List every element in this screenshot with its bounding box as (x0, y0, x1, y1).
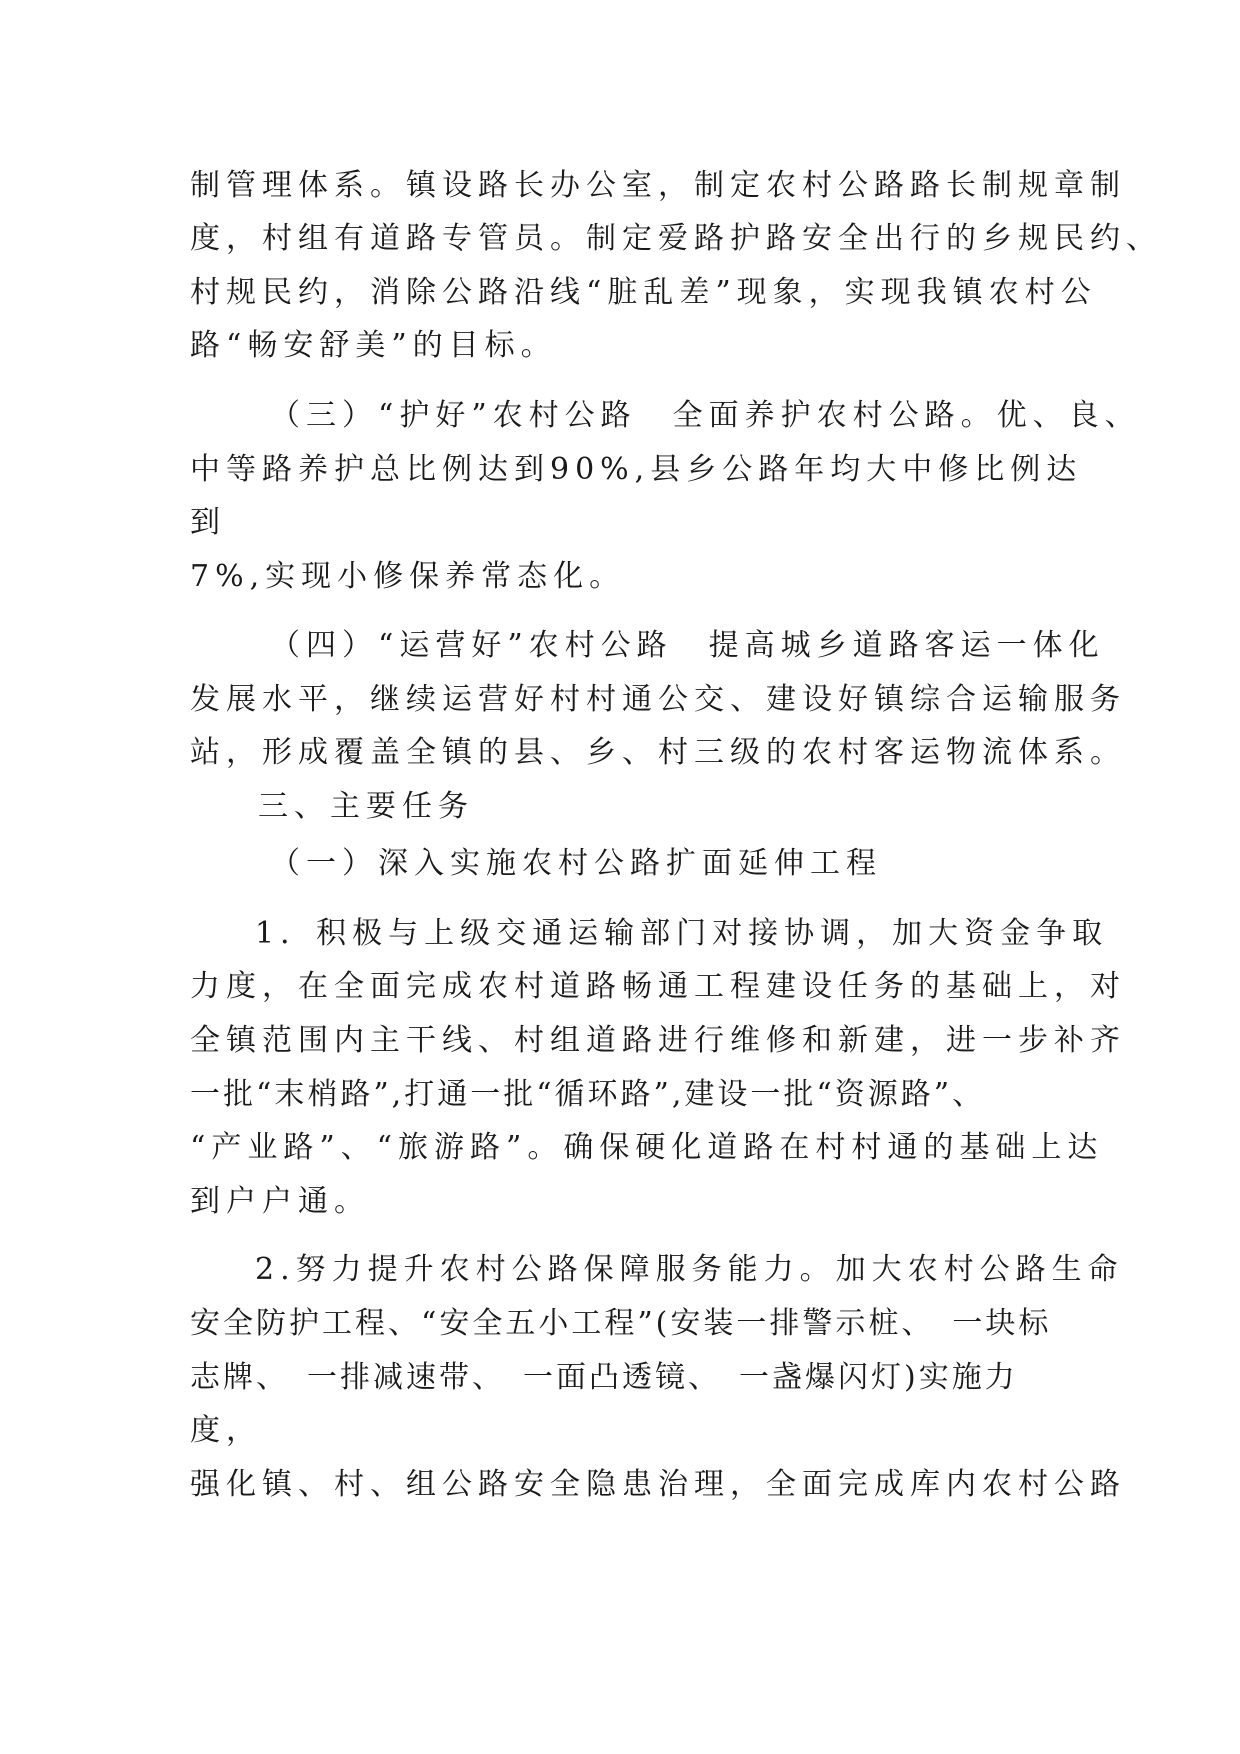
section-heading-4: （四）“运营好”农村公路 提高城乡道路客运一体化 (270, 628, 1105, 663)
paragraph-line: “产业路”、“旅游路”。确保硬化道路在村村通的基础上达 (190, 1130, 1104, 1165)
subsection-heading: （一）深入实施农村公路扩面延伸工程 (270, 846, 882, 881)
paragraph-line: 力度，在全面完成农村道路畅通工程建设任务的基础上，对 (190, 969, 1126, 1004)
paragraph-line: 制管理体系。镇设路长办公室，制定农村公路路长制规章制 (190, 168, 1126, 203)
paragraph-line: 7%,实现小修保养常态化。 (190, 559, 626, 594)
paragraph-line: 路“畅安舒美”的目标。 (190, 328, 557, 363)
paragraph-line: 志牌、 一排减速带、 一面凸透镜、 一盏爆闪灯)实施力 (190, 1360, 1018, 1395)
paragraph-line: 发展水平，继续运营好村村通公交、建设好镇综合运输服务 (190, 682, 1126, 717)
paragraph-line: 中等路养护总比例达到90%,县乡公路年均大中修比例达 (190, 452, 1083, 487)
paragraph-line: 2.努力提升农村公路保障服务能力。加大农村公路生命 (255, 1252, 1124, 1287)
paragraph-line: 度，村组有道路专管员。制定爱路护路安全出行的乡规民约、 (190, 221, 1162, 256)
paragraph-line: 到户户通。 (190, 1184, 370, 1219)
paragraph-line: 安全防护工程、“安全五小工程”(安装一排警示桩、 一块标 (190, 1306, 1052, 1341)
section-heading-3: （三）“护好”农村公路 全面养护农村公路。优、良、 (270, 398, 1141, 433)
paragraph-line: 村规民约，消除公路沿线“脏乱差”现象，实现我镇农村公 (190, 275, 1097, 310)
paragraph-line: 一批“末梢路”,打通一批“循环路”,建设一批“资源路”、 (190, 1077, 986, 1112)
paragraph-line: 到 (190, 505, 226, 540)
paragraph-line: 度， (190, 1413, 262, 1448)
paragraph-line: 1．积极与上级交通运输部门对接协调，加大资金争取 (255, 916, 1109, 951)
paragraph-line: 强化镇、村、组公路安全隐患治理，全面完成库内农村公路 (190, 1467, 1126, 1502)
paragraph-line: 全镇范围内主干线、村组道路进行维修和新建，进一步补齐 (190, 1023, 1126, 1058)
chapter-heading: 三、主要任务 (258, 789, 474, 824)
paragraph-line: 站，形成覆盖全镇的县、乡、村三级的农村客运物流体系。 (190, 735, 1126, 770)
